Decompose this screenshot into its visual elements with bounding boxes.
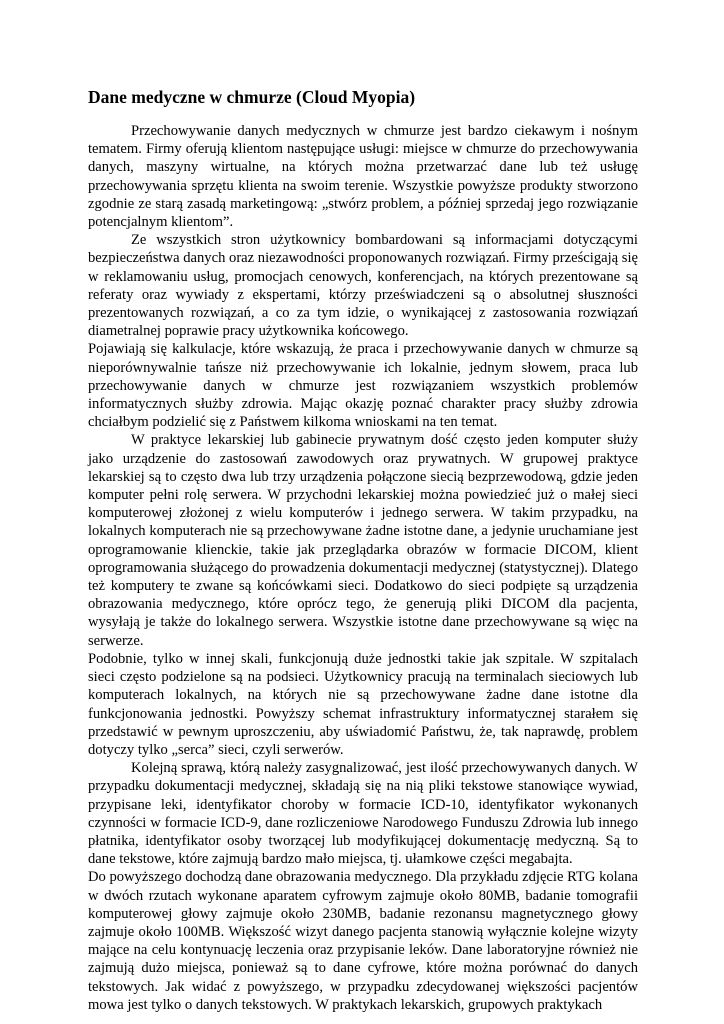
document-title: Dane medyczne w chmurze (Cloud Myopia) bbox=[88, 87, 416, 107]
paragraph-4: W praktyce lekarskiej lub gabinecie prywatnym dość często jeden komputer służy jako urządzenie do zastosowań zawodowych oraz prywatnych. W grupowej praktyce lekarskiej są to często dwa lub trzy urządzenia połączone siecią bezprzewodową, gdzie jeden komputer pełni rolę serwera. W przychodni lekarskiej można powiedzieć już o małej sieci komputerowej złożonej z wielu komputerów i jednego serwera. W takim przypadku, na lokalnych komputerach nie są przechowywane żadne istotne dane, a jedynie uruchamiane jest oprogramowanie klienckie, takie jak przeglądarka obrazów w formacie DICOM, klient oprogramowania służącego do prowadzenia dokumentacji medycznej (statystycznej). Dlatego też komputery te zwane są końcówkami sieci. Dodatkowo do sieci podpięte są urządzenia obrazowania medycznego, które oprócz tego, że generują pliki DICOM dla pacjenta, wysyłają je także do lokalnego serwera. Wszystkie istotne dane przechowywane są więc na serwerze. bbox=[88, 432, 638, 649]
paragraph-6: Kolejną sprawą, którą należy zasygnalizować, jest ilość przechowywanych danych. W przypadku dokumentacji medycznej, składają się na nią pliki tekstowe stanowiące wywiad, przypisane leki, identyfikator choroby w formacie ICD-10, identyfikator wykonanych czynności w formacie ICD-9, dane rozliczeniowe Narodowego Funduszu Zdrowia lub innego płatnika, identyfikator osoby tworzącej lub modyfikującej dokumentację medyczną. Są to dane tekstowe, które zajmują bardzo mało miejsca, tj. ułamkowe części megabajta. bbox=[88, 760, 638, 868]
paragraph-5: Podobnie, tylko w innej skali, funkcjonują duże jednostki takie jak szpitale. W szpitalach sieci często podzielone są na podsieci. Użytkownicy pracują na terminalach sieciowych lub komputerach lokalnych, na których nie są przechowywane żadne dane istotne dla funkcjonowania jednostki. Powyższy schemat infrastruktury informatycznej starałem się przedstawić w pewnym uproszczeniu, aby uświadomić Państwu, że, tak naprawdę, problem dotyczy tylko „serca” sieci, czyli serwerów. bbox=[88, 650, 638, 758]
paragraph-1: Przechowywanie danych medycznych w chmurze jest bardzo ciekawym i nośnym tematem. Firmy oferują klientom następujące usługi: miejsce w chmurze do przechowywania danych, maszyny wirtualne, na których można przetwarzać dane lub też usługę przechowywania sprzętu klienta na swoim terenie. Wszystkie powyższe produkty stworzono zgodnie ze starą zasadą marketingową: „stwórz problem, a później sprzedaj jego rozwiązanie potencjalnym klientom”. bbox=[88, 123, 638, 231]
paragraph-2: Ze wszystkich stron użytkownicy bombardowani są informacjami dotyczącymi bezpieczeństwa danych oraz niezawodności proponowanych rozwiązań. Firmy prześcigają się w reklamowaniu usług, promocjach cenowych, konferencjach, na których prezentowane są referaty oraz wywiady z ekspertami, którzy przeświadczeni są o absolutnej słuszności prezentowanych rozwiązań, a co za tym idzie, o wynikającej z zastosowania rozwiązań diametralnej poprawie pracy użytkownika końcowego. bbox=[88, 232, 638, 340]
paragraph-7: Do powyższego dochodzą dane obrazowania medycznego. Dla przykładu zdjęcie RTG kolana w dwóch rzutach wykonane aparatem cyfrowym zajmuje około 80MB, badanie tomografii komputerowej głowy zajmuje około 230MB, badanie rezonansu magnetycznego głowy zajmuje około 100MB. Większość wizyt danego pacjenta stanowią wyłącznie kolejne wizyty mające na celu kontynuację leczenia oraz przypisanie leków. Dane laboratoryjne również nie zajmują dużo miejsca, ponieważ są to dane cyfrowe, które można porównać do danych tekstowych. Jak widać z powyższego, w przypadku zdecydowanej większości pacjentów mowa jest tylko o danych tekstowych. W praktykach lekarskich, grupowych praktykach bbox=[88, 869, 638, 1013]
paragraph-3: Pojawiają się kalkulacje, które wskazują, że praca i przechowywanie danych w chmurze są nieporównywalnie tańsze niż przechowywanie ich lokalnie, jednym słowem, praca lub przechowywanie danych w chmurze jest rozwiązaniem wszystkich problemów informatycznych służby zdrowia. Mając okazję poznać charakter pracy służby zdrowia chciałbym podzielić się z Państwem kilkoma wnioskami na ten temat. bbox=[88, 341, 638, 431]
document-body bbox=[88, 122, 638, 1014]
